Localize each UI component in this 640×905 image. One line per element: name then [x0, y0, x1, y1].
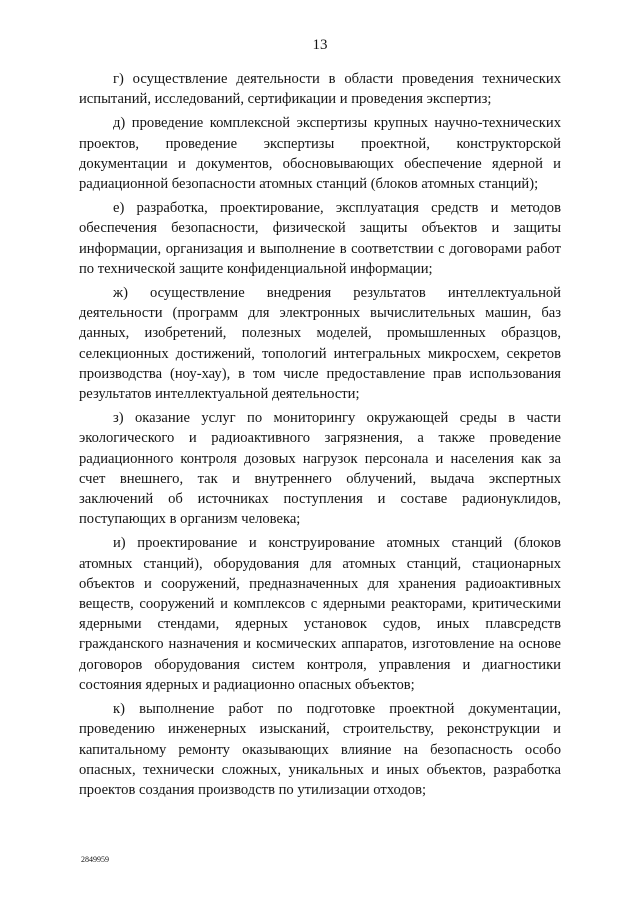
paragraph-zh: ж) осуществление внедрения результатов интеллектуальной деятельности (программ для электронных вычислительных машин, баз данных, изобретений, полезных моделей, промышленных образцов, селекционных достижений, топологий интегральных микросхем, секретов производства (ноу-хау), в том числе предоставление прав использования результатов интеллектуальной деятельности; — [79, 285, 561, 403]
document-body — [79, 69, 561, 804]
paragraph-z: з) оказание услуг по мониторингу окружающей среды в части экологического и радиоактивного загрязнения, а также проведение радиационного контроля дозовых нагрузок персонала и населения как за счет внешнего, так и внутреннего облучений, выдача экспертных заключений об источниках поступления и составе радионуклидов, поступающих в организм человека; — [79, 410, 561, 528]
paragraph-d: д) проведение комплексной экспертизы крупных научно-технических проектов, проведение экспертизы проектной, конструкторской документации и документов, обосновывающих обеспечение ядерной и радиационной безопасности атомных станций (блоков атомных станций); — [79, 115, 561, 193]
paragraph-k: к) выполнение работ по подготовке проектной документации, проведению инженерных изысканий, строительству, реконструкции и капитальному ремонту оказывающих влияние на безопасность особо опасных, технически сложных, уникальных и иных объектов, разработка проектов создания производств по утилизации отходов; — [79, 701, 561, 798]
paragraph-i: и) проектирование и конструирование атомных станций (блоков атомных станций), оборудования для атомных станций, стационарных объектов и сооружений, предназначенных для хранения радиоактивных веществ, сооружений и комплексов с ядерными реакторами, критическими ядерными стендами, ядерных установок судов, иных плавсредств гражданского назначения и космических аппаратов, изготовление на основе договоров оборудования систем контроля, управления и диагностики состояния ядерных и радиационно опасных объектов; — [79, 535, 561, 693]
paragraph-e: е) разработка, проектирование, эксплуатация средств и методов обеспечения безопасности, физической защиты объектов и защиты информации, организация и выполнение в соответствии с договорами работ по технической защите конфиденциальной информации; — [79, 200, 561, 277]
document-id: 2849959 — [81, 855, 109, 864]
paragraph-g: г) осуществление деятельности в области проведения технических испытаний, исследований, сертификации и проведения экспертиз; — [79, 71, 561, 108]
page-number: 13 — [312, 37, 328, 53]
